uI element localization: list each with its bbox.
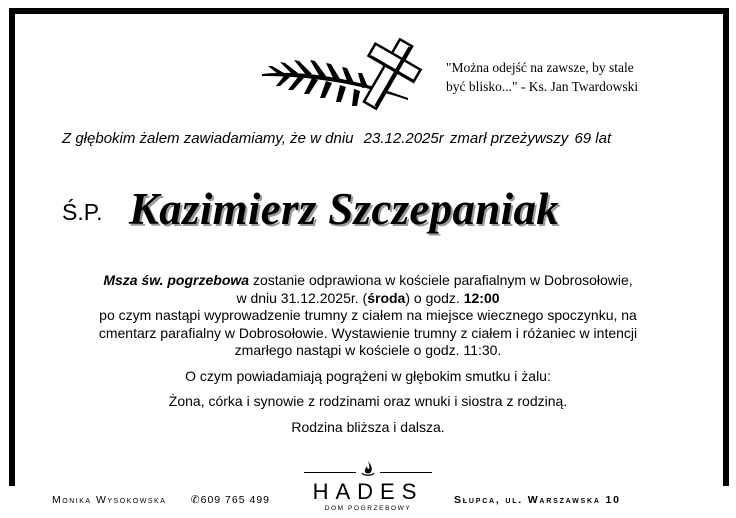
relatives: Rodzina bliższa i dalsza. xyxy=(291,418,445,435)
funeral-line-3: po czym nastąpi wyprowadzenie trumny z ciałem na miejsce wiecznego spoczynku, na xyxy=(99,307,637,323)
logo-divider-left xyxy=(304,472,356,473)
deceased-name: Kazimierz Szczepaniak xyxy=(128,184,560,234)
funeral-date: w dniu 31.12.2025r. ( xyxy=(236,289,368,306)
mass-info: zostanie odprawiona w kościele parafialnym w Dobrosołowie, xyxy=(252,272,633,288)
intro-text: Z głębokim żalem zawiadamiamy, że w dniu xyxy=(62,130,354,147)
flame-icon xyxy=(358,459,378,479)
mourners-notice: O czym powiadamiają pogrążeni w głębokim smutku i żalu: xyxy=(185,367,551,384)
logo-brand: HADES xyxy=(312,479,424,504)
phone-icon: ✆ xyxy=(190,494,201,506)
death-date: 23.12.2025r xyxy=(363,130,444,147)
funeral-line-4: cmentarz parafialny w Dobrosołowie. Wystawienie trumny z ciałem i różaniec w intencji xyxy=(98,324,638,341)
footer-contact xyxy=(52,494,270,506)
funeral-details xyxy=(50,272,686,436)
funeral-line-5: zmarłego nastąpi w kościele o godz. 11:30. xyxy=(234,342,502,358)
quote xyxy=(446,58,706,96)
logo-subtitle: DOM POGRZEBOWY xyxy=(324,505,412,512)
funeral-home-logo xyxy=(292,455,444,515)
phone-number: ✆609 765 499 xyxy=(190,494,271,506)
mass-label: Msza św. pogrzebowa xyxy=(103,272,250,288)
deceased-prefix: Ś.P. xyxy=(62,199,103,225)
cross-with-palm-icon xyxy=(258,36,438,116)
funeral-line-2 xyxy=(50,290,686,308)
funeral-home-address: Słupca, ul. Warszawska 10 xyxy=(454,494,621,506)
logo-divider-right xyxy=(380,472,432,473)
quote-line-2: być blisko..." - Ks. Jan Twardowski xyxy=(446,79,639,94)
age: 69 lat xyxy=(574,130,612,147)
funeral-line-1 xyxy=(50,272,686,290)
deceased-name-row xyxy=(62,183,559,235)
death-announcement xyxy=(62,130,611,147)
funeral-time: 12:00 xyxy=(463,289,500,306)
quote-line-1: "Można odejść na zawsze, by stale xyxy=(446,60,634,75)
funeral-time-label: ) o godz. xyxy=(405,289,460,306)
intro-text-2: zmarł przeżywszy xyxy=(449,130,569,147)
family-list: Żona, córka i synowie z rodzinami oraz wnuki i siostra z rodziną. xyxy=(168,393,568,409)
contact-name: Monika Wysokowska xyxy=(52,494,167,506)
funeral-weekday: środa xyxy=(367,289,406,306)
